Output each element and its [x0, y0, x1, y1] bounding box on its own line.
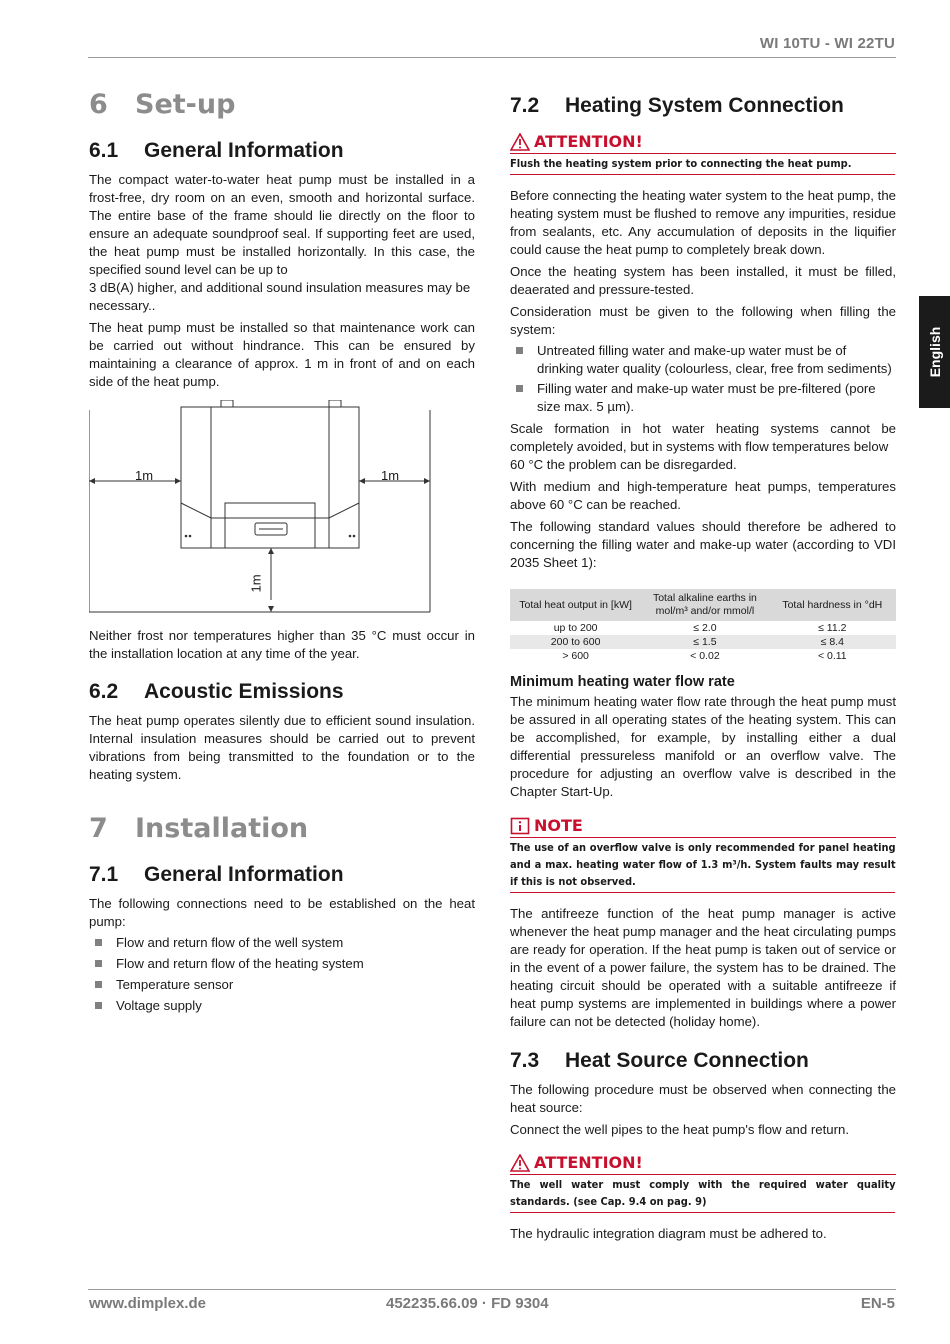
paragraph: The heat pump must be installed so that maintenance work can be carried out without hindrance. This can be ensured by maintaining a clearance of approx. 1 m in front of and on each side of the heat pump.: [89, 320, 475, 389]
section-title: General Information: [144, 139, 344, 162]
paragraph: Once the heating system has been installed, it must be filled, deaerated and pressure-tested.: [510, 264, 896, 297]
paragraph: Consideration must be given to the following when filling the system:: [510, 304, 896, 337]
section-6-2-heading: [89, 680, 475, 704]
paragraph: The compact water-to-water heat pump must be installed in a frost-free, dry room on an even, smooth and horizontal surface. The entire base of the frame should lie directly on the floor to ensure an adequate soundproof seal. If supporting feet are used, the heat pump must be installed horizontally. In this case, the specified sound level can be up to: [89, 172, 475, 277]
section-title: Acoustic Emissions: [144, 680, 344, 703]
water-quality-table: [510, 589, 896, 663]
clearance-right-label: 1m: [381, 468, 400, 483]
attention-label: ATTENTION!: [534, 132, 643, 151]
right-column: [510, 88, 896, 1243]
table-cell: < 0.02: [690, 650, 720, 662]
list-item: Flow and return flow of the well system: [89, 934, 475, 952]
list-item: Flow and return flow of the heating system: [89, 955, 475, 973]
paragraph: The following connections need to be established on the heat pump:: [89, 896, 475, 929]
paragraph: The heat pump operates silently due to efficient sound insulation. Internal insulation measures should be carried out to prevent vibrations from being transmitted to the foundation or to the heating system.: [89, 713, 475, 782]
table-cell: ≤ 2.0: [693, 622, 717, 634]
paragraph: Neither frost nor temperatures higher than 35 °C must occur in the installation location at any time of the year.: [89, 628, 475, 661]
list-item: Untreated filling water and make-up water must be of drinking water quality (colourless, clear, free from sediments): [510, 342, 896, 378]
table-header: Total hardness in °dH: [769, 589, 896, 621]
clearance-front-label: 1m: [248, 574, 264, 593]
chapter-6-heading: [89, 89, 475, 120]
chapter-number: 7: [89, 813, 108, 844]
chapter-7-heading: [89, 813, 475, 844]
paragraph: The following procedure must be observed when connecting the heat source:: [510, 1082, 896, 1115]
language-tab-label: English: [926, 326, 943, 378]
min-flow-heading: Minimum heating water flow rate: [510, 674, 735, 690]
warning-triangle-icon: [510, 133, 530, 151]
footer-doc-id: 452235.66.09 · FD 9304: [386, 1295, 549, 1312]
paragraph: With medium and high-temperature heat pumps, temperatures above 60 °C can be reached.: [510, 479, 896, 512]
paragraph: Connect the well pipes to the heat pump's flow and return.: [510, 1122, 849, 1137]
section-title: Heat Source Connection: [565, 1049, 809, 1072]
attention-box: [510, 132, 896, 175]
language-tab[interactable]: [919, 296, 950, 408]
footer-page-number: EN-5: [860, 1295, 895, 1312]
table-row: [510, 635, 896, 649]
attention-label: ATTENTION!: [534, 1153, 643, 1172]
note-label: NOTE: [534, 816, 583, 835]
section-6-1-heading: [89, 139, 475, 163]
paragraph: The minimum heating water flow rate through the heat pump must be assured in all operating states of the heating system. This can be accomplished, for example, by installing either a dual differential pressureless manifold or an overflow valve. The procedure for adjusting an overflow valve is described in the Chapter Start-Up.: [510, 694, 896, 799]
section-number: 6.1: [89, 139, 119, 162]
table-row: [510, 649, 896, 663]
footer-rule: [88, 1289, 896, 1290]
table-cell: < 0.11: [817, 650, 847, 662]
section-7-3-heading: [510, 1049, 896, 1073]
section-title: General Information: [144, 863, 344, 886]
attention-box: [510, 1153, 896, 1213]
section-7-1-heading: [89, 863, 475, 887]
list-item: Filling water and make-up water must be pre-filtered (pore size max. 5 µm).: [510, 380, 896, 416]
table-cell: ≤ 1.5: [641, 635, 768, 649]
paragraph: 60 °C the problem can be disregarded.: [510, 457, 737, 472]
clearance-diagram: [89, 400, 475, 620]
table-cell: ≤ 8.4: [769, 635, 896, 649]
table-cell: up to 200: [553, 622, 598, 634]
attention-header: [510, 1153, 896, 1175]
section-title: Heating System Connection: [565, 94, 844, 117]
paragraph: Scale formation in hot water heating systems cannot be completely avoided, but in systems with flow temperatures below: [510, 421, 896, 454]
table-header: Total alkaline earths in mol/m³ and/or mmol/l: [641, 589, 768, 621]
attention-header: [510, 132, 896, 154]
header-title: WI 10TU - WI 22TU: [759, 35, 895, 52]
section-number: 7.3: [510, 1049, 540, 1072]
table-cell: 200 to 600: [510, 635, 641, 649]
left-column: [89, 88, 475, 1015]
clearance-diagram-svg: [89, 400, 475, 620]
chapter-title: Installation: [135, 813, 309, 844]
paragraph: The following standard values should therefore be adhered to concerning the filling water and make-up water (according to VDI 2035 Sheet 1):: [510, 519, 896, 570]
info-icon: [510, 817, 530, 835]
paragraph: 3 dB(A) higher, and additional sound insulation measures may be necessary..: [89, 280, 471, 313]
note-text: The use of an overflow valve is only recommended for panel heating and a max. heating water flow of 1.3 m³/h. System faults may result if this is not observed.: [510, 838, 896, 893]
paragraph: The hydraulic integration diagram must be adhered to.: [510, 1226, 827, 1241]
list-item: Temperature sensor: [89, 976, 475, 994]
section-number: 7.2: [510, 94, 540, 117]
connections-list: [89, 934, 475, 1015]
section-number: 6.2: [89, 680, 119, 703]
attention-text: The well water must comply with the required water quality standards. (see Cap. 9.4 on pag. 9): [510, 1175, 896, 1213]
table-row: [510, 621, 896, 635]
chapter-number: 6: [89, 89, 108, 120]
paragraph: The antifreeze function of the heat pump manager is active whenever the heat pump manager and the heat circulating pumps are ready for operation. If the heat pump is taken out of service or in the event of a power failure, the system has to be drained. The heating circuit should be operated with a suitable antifreeze if heat pump systems are implemented in buildings where a power failure can not be detected (holiday home).: [510, 906, 896, 1029]
note-box: [510, 816, 896, 893]
note-header: [510, 816, 896, 838]
header-rule: [88, 57, 896, 58]
paragraph: Before connecting the heating water system to the heat pump, the heating system must be flushed to remove any impurities, residue from sealants, etc. Any accumulation of deposits in the liquifier could cause the heat pump to completely break down.: [510, 188, 896, 257]
table-cell: ≤ 11.2: [818, 622, 847, 634]
list-item: Voltage supply: [89, 997, 475, 1015]
attention-text: Flush the heating system prior to connecting the heat pump.: [510, 154, 896, 175]
section-7-2-heading: [510, 94, 896, 118]
section-number: 7.1: [89, 863, 119, 886]
clearance-left-label: 1m: [135, 468, 154, 483]
table-header: Total heat output in [kW]: [510, 589, 641, 621]
table-header-row: [510, 589, 896, 621]
table-cell: > 600: [562, 650, 589, 662]
warning-triangle-icon: [510, 1154, 530, 1172]
footer-website[interactable]: www.dimplex.de: [89, 1295, 206, 1312]
filling-list: [510, 342, 896, 416]
chapter-title: Set-up: [135, 89, 236, 120]
